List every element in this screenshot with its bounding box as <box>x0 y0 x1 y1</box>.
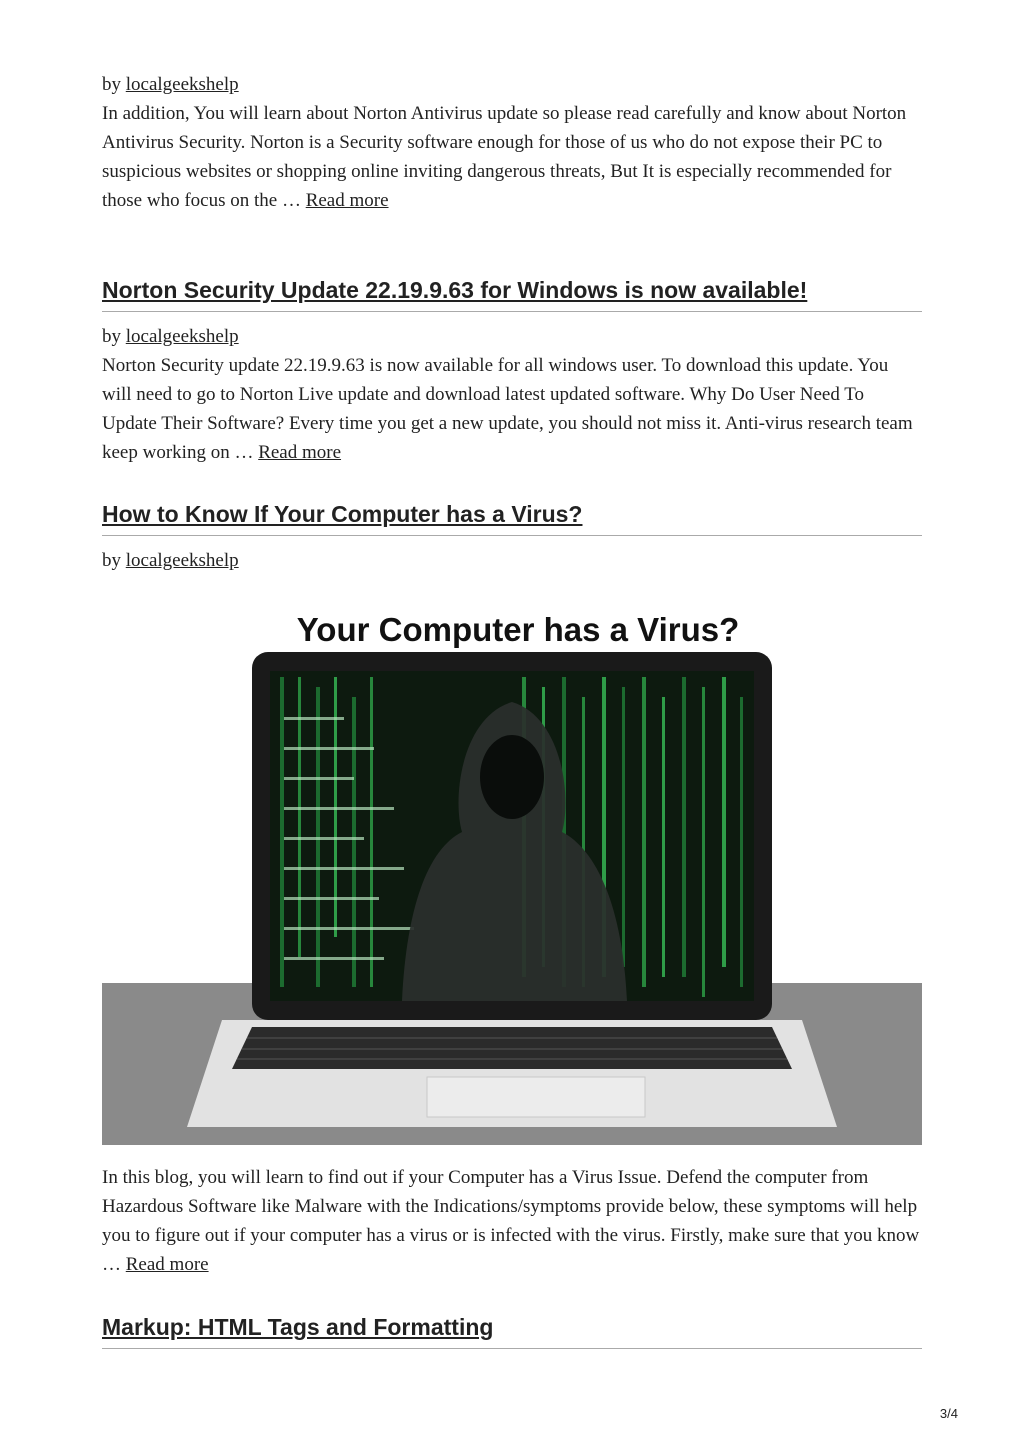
post-title <box>102 1313 922 1349</box>
author-link[interactable]: localgeekshelp <box>125 550 239 571</box>
post-byline <box>102 322 922 351</box>
trackpad <box>427 1077 645 1117</box>
post-title-link[interactable]: Norton Security Update 22.19.9.63 for Windows is now available! <box>102 277 808 303</box>
excerpt-text: In addition, You will learn about Norton Antivirus update so please read carefully and know about Norton Antivirus Security. Norton is a Security software enough for those of us who do not expose their PC to suspicious websites or shopping online inviting dangerous threats, But It is especially recommended for those who focus on the … <box>102 103 907 211</box>
post-title-link[interactable]: How to Know If Your Computer has a Virus? <box>102 501 583 527</box>
excerpt-text: Norton Security update 22.19.9.63 is now available for all windows user. To download this update. You will need to go to Norton Live update and download latest updated software. Why Do User Need To Update Their Software? Every time you get a new update, you should not miss it. Anti-virus research team keep working on … <box>102 355 913 463</box>
post-excerpt <box>102 351 922 467</box>
post-excerpt <box>102 99 922 215</box>
post-html-tags <box>102 1313 922 1349</box>
keyboard <box>232 1027 792 1069</box>
read-more-link[interactable]: Read more <box>258 442 342 463</box>
featured-image[interactable] <box>102 597 922 1145</box>
by-label: by <box>102 326 121 347</box>
read-more-link[interactable]: Read more <box>125 1254 209 1275</box>
post-computer-virus <box>102 500 922 575</box>
hood-shadow <box>480 735 544 819</box>
post-norton-update <box>102 276 922 467</box>
post-byline <box>102 70 922 99</box>
author-link[interactable]: localgeekshelp <box>125 326 239 347</box>
by-label: by <box>102 74 121 95</box>
page-number: 3/4 <box>939 1406 958 1421</box>
post-title <box>102 276 922 312</box>
post-byline <box>102 546 922 575</box>
author-link[interactable]: localgeekshelp <box>125 74 239 95</box>
intro-post <box>102 70 922 215</box>
excerpt-text: In this blog, you will learn to find out if your Computer has a Virus Issue. Defend the computer from Hazardous Software like Malware with the Indications/symptoms provide below, these symptoms will help you to figure out if your computer has a virus or is infected with the virus. Firstly, make sure that you know … <box>102 1167 920 1275</box>
laptop-hacker-illustration <box>102 597 922 1145</box>
by-label: by <box>102 550 121 571</box>
post-title-link[interactable]: Markup: HTML Tags and Formatting <box>102 1314 494 1340</box>
post-title <box>102 500 922 536</box>
read-more-link[interactable]: Read more <box>305 190 389 211</box>
image-heading: Your Computer has a Virus? <box>296 611 740 648</box>
post-excerpt <box>102 1163 922 1279</box>
post-computer-virus-excerpt <box>102 1163 922 1279</box>
